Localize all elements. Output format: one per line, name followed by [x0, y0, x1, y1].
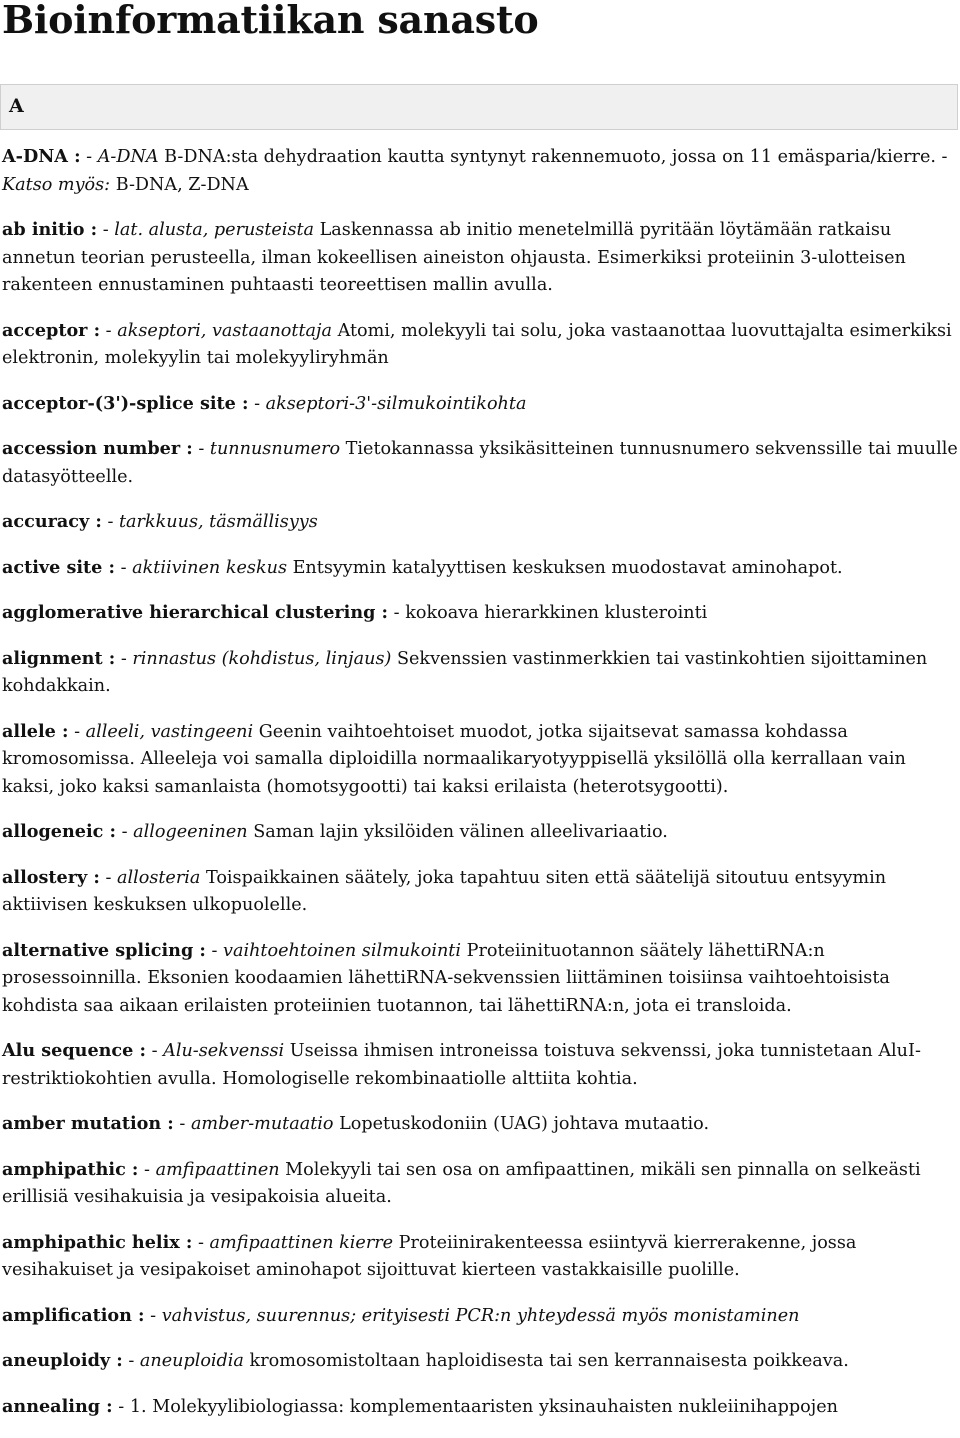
entry-synonym: A-DNA — [97, 147, 159, 167]
entry-term: allostery : — [2, 866, 100, 888]
entry-dash: - — [120, 648, 127, 669]
entry-dash: - — [151, 1041, 158, 1061]
entry-synonym: akseptori, vastaanottaja — [117, 320, 332, 341]
entry-synonym: allosteria — [116, 867, 201, 888]
entry-synonym: tunnusnumero — [209, 439, 341, 459]
entry-definition: Entsyymin katalyyttisen keskuksen muodostavat aminohapot. — [292, 557, 843, 578]
entry-term: amphipathic helix : — [2, 1231, 193, 1253]
entry-definition: B-DNA:sta dehydraation kautta syntynyt rakennemuoto, jossa on 11 emäsparia/kierre. - — [164, 147, 948, 167]
entry-synonym: akseptori-3'-silmukointikohta — [265, 393, 527, 414]
see-also-targets: B-DNA, Z-DNA — [115, 174, 249, 195]
glossary-entry — [2, 390, 960, 419]
glossary-entries — [2, 143, 960, 1438]
page-title: Bioinformatiikan sanasto — [2, 0, 539, 42]
entry-synonym: Alu-sekvenssi — [163, 1041, 285, 1061]
entry-dash: - — [102, 220, 109, 240]
glossary-entry — [2, 1393, 960, 1422]
section-letter-header — [0, 84, 958, 130]
entry-dash: - — [254, 393, 261, 414]
entry-term: agglomerative hierarchical clustering : — [2, 602, 389, 623]
entry-synonym: alleeli, vastingeeni — [85, 721, 254, 742]
glossary-entry — [2, 1229, 960, 1285]
glossary-entry — [2, 508, 960, 537]
glossary-entry — [2, 718, 960, 802]
entry-dash: - — [105, 867, 112, 888]
entry-term: amphipathic : — [2, 1158, 139, 1180]
entry-dash: - — [198, 1232, 204, 1253]
glossary-entry — [2, 818, 960, 847]
entry-term: accuracy : — [2, 511, 102, 532]
entry-dash: - — [179, 1114, 186, 1134]
entry-dash: - — [393, 603, 400, 623]
entry-definition: 1. Molekyylibiologiassa: komplementaaristen yksinauhaisten nukleiinihappojen — [129, 1396, 838, 1417]
entry-definition: Tietokannassa yksikäsitteinen tunnusnumero sekvenssille tai muulle datasyötteelle. — [2, 439, 958, 487]
entry-definition: Saman lajin yksilöiden välinen alleelivariaatio. — [253, 822, 668, 842]
entry-synonym: amfipaattinen — [155, 1159, 280, 1180]
entry-term: alternative splicing : — [2, 939, 206, 961]
entry-definition: Geenin vaihtoehtoiset muodot, jotka sijaitsevat samassa kohdassa kromosomissa. Alleeleja voi samalla diploidilla normaalikaryotyyppisellä yksilöllä olla kerrallaan vain kaksi, joko kaksi samanlaista (homotsygootti) tai kaksi erilaista (heterotsygootti). — [2, 721, 906, 797]
entry-definition: Toispaikkainen säätely, joka tapahtuu siten että säätelijä sitoutuu entsyymin aktiivisen keskuksen ulkopuolelle. — [2, 867, 887, 915]
entry-term: annealing : — [2, 1395, 113, 1417]
entry-synonym: amber-mutaatio — [190, 1114, 334, 1134]
entry-term: accession number : — [2, 438, 193, 459]
entry-term: allogeneic : — [2, 821, 116, 842]
entry-dash: - — [74, 721, 81, 742]
entry-term: amplification : — [2, 1304, 145, 1326]
entry-term: acceptor : — [2, 319, 101, 341]
entry-dash: - — [211, 940, 218, 961]
entry-definition: Proteiinituotannon säätely lähettiRNA:n prosessoinnilla. Eksonien koodaamien lähettiRNA-sekvenssien liittäminen toisiinsa vaihtoehtoisista kohdista saa aikaan erilaisten proteiinien tuotannon, tai lähettiRNA:n, jota ei transloida. — [2, 940, 890, 1016]
entry-dash: - — [118, 1396, 125, 1417]
glossary-entry — [2, 1347, 960, 1376]
entry-synonym: vahvistus, suurennus; erityisesti PCR:n yhteydessä myös monistaminen — [161, 1305, 800, 1326]
entry-term: amber mutation : — [2, 1113, 174, 1134]
entry-definition: Useissa ihmisen introneissa toistuva sekvenssi, joka tunnistetaan AluI-restriktiokohtien avulla. Homologiselle rekombinaatiolle alttiita kohtia. — [2, 1041, 921, 1089]
entry-dash: - — [128, 1351, 135, 1371]
glossary-entry — [2, 216, 960, 300]
glossary-entry — [2, 937, 960, 1021]
glossary-entry — [2, 435, 960, 491]
entry-dash: - — [86, 147, 93, 167]
glossary-entry — [2, 1110, 960, 1139]
entry-dash: - — [150, 1305, 157, 1326]
glossary-entry — [2, 645, 960, 701]
entry-dash: - — [198, 439, 205, 459]
entry-term: ab initio : — [2, 219, 98, 240]
entry-synonym: lat. alusta, perusteista — [114, 220, 315, 240]
glossary-entry — [2, 1302, 960, 1331]
glossary-entry — [2, 1037, 960, 1093]
entry-definition: Molekyyli tai sen osa on amfipaattinen, mikäli sen pinnalla on selkeästi erillisiä vesihakuisia ja vesipakoisia alueita. — [2, 1159, 921, 1207]
section-letter: A — [9, 95, 24, 117]
entry-dash: - — [120, 557, 127, 578]
entry-definition: Proteiinirakenteessa esiintyvä kierrerakenne, jossa vesihakuiset ja vesipakoiset aminohapot sijoittuvat kierteen vastakkaisille puolille. — [2, 1232, 857, 1280]
entry-term: A-DNA : — [2, 146, 81, 167]
entry-synonym: aneuploidia — [139, 1351, 244, 1371]
entry-definition: Atomi, molekyyli tai solu, joka vastaanottaa luovuttajalta esimerkiksi elektronin, molekyylin tai molekyyliryhmän — [2, 320, 952, 368]
entry-definition: kromosomistoltaan haploidisesta tai sen kerrannaisesta poikkeava. — [249, 1351, 849, 1371]
entry-term: acceptor-(3')-splice site : — [2, 392, 249, 414]
entry-term: alignment : — [2, 647, 116, 669]
entry-definition: kokoava hierarkkinen klusterointi — [405, 603, 708, 623]
entry-synonym: aktiivinen keskus — [132, 557, 287, 578]
entry-definition: Lopetuskodoniin (UAG) johtava mutaatio. — [339, 1114, 710, 1134]
entry-definition: Laskennassa ab initio menetelmillä pyritään löytämään ratkaisu annetun teorian perusteella, ilman kokeellisen aineiston ohjausta. Esimerkiksi proteiinin 3-ulotteisen rakenteen ennustaminen puhtaasti teoreettisen mallin avulla. — [2, 220, 906, 295]
glossary-entry — [2, 1156, 960, 1212]
entry-dash: - — [105, 320, 112, 341]
entry-synonym: vaihtoehtoinen silmukointi — [223, 940, 462, 961]
entry-synonym: rinnastus (kohdistus, linjaus) — [132, 648, 392, 669]
entry-synonym: allogeeninen — [133, 822, 248, 842]
entry-synonym: amfipaattinen kierre — [209, 1232, 394, 1253]
glossary-entry — [2, 554, 960, 583]
entry-definition: Sekvenssien vastinmerkkien tai vastinkohtien sijoittaminen kohdakkain. — [2, 648, 928, 696]
entry-term: allele : — [2, 720, 69, 742]
entry-dash: - — [144, 1159, 150, 1180]
glossary-entry — [2, 599, 960, 628]
entry-term: Alu sequence : — [2, 1040, 146, 1061]
entry-term: aneuploidy : — [2, 1350, 123, 1371]
entry-dash: - — [121, 822, 128, 842]
glossary-entry — [2, 864, 960, 920]
see-also-label: Katso myös: — [2, 174, 111, 195]
entry-synonym: tarkkuus, täsmällisyys — [118, 512, 318, 532]
entry-dash: - — [107, 512, 114, 532]
entry-term: active site : — [2, 556, 115, 578]
glossary-entry — [2, 143, 960, 199]
glossary-entry — [2, 317, 960, 373]
